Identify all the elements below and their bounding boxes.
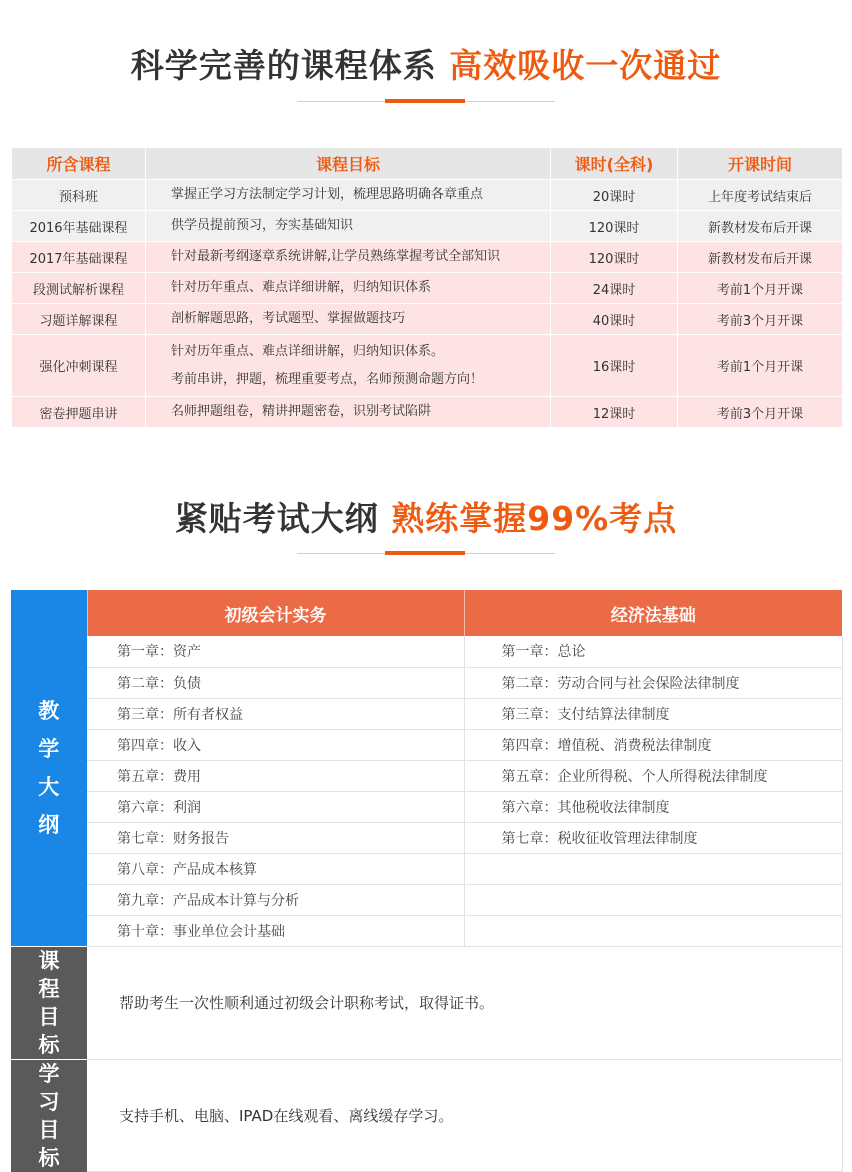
table-row xyxy=(11,636,842,667)
table-row xyxy=(12,180,843,211)
chapter-law: 第六章：其他税收法律制度 xyxy=(464,791,842,822)
table-row xyxy=(12,335,843,397)
chapter-law: 第五章：企业所得税、个人所得税法律制度 xyxy=(464,760,842,791)
table-row xyxy=(12,211,843,242)
col-header-accounting: 初级会计实务 xyxy=(87,590,464,636)
table-row xyxy=(11,853,842,884)
course-start: 考前1个月开课 xyxy=(678,273,843,304)
course-goal-text: 帮助考生一次性顺利通过初级会计职称考试，取得证书。 xyxy=(87,946,842,1059)
course-goal: 掌握正学习方法制定学习计划，梳理思路明确各章重点 xyxy=(146,180,551,211)
course-hours: 16课时 xyxy=(551,335,678,397)
course-goal: 针对最新考纲逐章系统讲解,让学员熟练掌握考试全部知识 xyxy=(146,242,551,273)
table-row xyxy=(11,822,842,853)
table-row xyxy=(12,273,843,304)
course-goal: 针对历年重点、难点详细讲解，归纳知识体系。 考前串讲，押题，梳理重要考点，名师预测命题方向！ xyxy=(146,335,551,397)
title-dark-text: 紧贴考试大纲 xyxy=(174,499,379,538)
chapter-law xyxy=(464,884,842,915)
table-row xyxy=(11,791,842,822)
course-goal: 剖析解题思路，考试题型、掌握做题技巧 xyxy=(146,304,551,335)
table-row xyxy=(11,698,842,729)
syllabus-table xyxy=(11,590,843,1172)
course-hours: 40课时 xyxy=(551,304,678,335)
chapter-accounting: 第五章：费用 xyxy=(87,760,464,791)
table-row xyxy=(12,304,843,335)
title-divider-accent xyxy=(385,99,465,103)
chapter-accounting: 第八章：产品成本核算 xyxy=(87,853,464,884)
chapter-law: 第二章：劳动合同与社会保险法律制度 xyxy=(464,667,842,698)
course-name: 密卷押题串讲 xyxy=(12,397,146,428)
section-title-course-system xyxy=(0,40,852,87)
course-start: 上年度考试结束后 xyxy=(678,180,843,211)
col-header-law: 经济法基础 xyxy=(464,590,842,636)
study-goal-label: 学 习 目 标 xyxy=(11,1059,87,1172)
title-divider xyxy=(297,101,555,102)
course-start: 新教材发布后开课 xyxy=(678,242,843,273)
course-name: 2016年基础课程 xyxy=(12,211,146,242)
title-accent-text: 熟练掌握99%考点 xyxy=(391,499,678,538)
course-goal-label: 课 程 目 标 xyxy=(11,946,87,1059)
course-name: 预科班 xyxy=(12,180,146,211)
syllabus-side-label: 教 学 大 纲 xyxy=(11,590,87,946)
title-divider xyxy=(297,553,555,554)
table-row xyxy=(12,242,843,273)
section-title-syllabus xyxy=(0,493,852,540)
chapter-accounting: 第四章：收入 xyxy=(87,729,464,760)
chapter-law: 第七章：税收征收管理法律制度 xyxy=(464,822,842,853)
chapter-accounting: 第九章：产品成本计算与分析 xyxy=(87,884,464,915)
course-hours: 120课时 xyxy=(551,242,678,273)
course-hours: 12课时 xyxy=(551,397,678,428)
chapter-accounting: 第二章：负债 xyxy=(87,667,464,698)
title-accent-text: 高效吸收一次通过 xyxy=(449,46,722,85)
title-divider-accent xyxy=(385,551,465,555)
course-table-header xyxy=(12,148,843,180)
chapter-law: 第四章：增值税、消费税法律制度 xyxy=(464,729,842,760)
header-start: 开课时间 xyxy=(678,148,843,180)
course-start: 考前1个月开课 xyxy=(678,335,843,397)
course-goal: 针对历年重点、难点详细讲解，归纳知识体系 xyxy=(146,273,551,304)
table-row xyxy=(11,729,842,760)
chapter-law xyxy=(464,915,842,946)
table-row xyxy=(12,397,843,428)
chapter-law xyxy=(464,853,842,884)
header-goal: 课程目标 xyxy=(146,148,551,180)
course-start: 考前3个月开课 xyxy=(678,304,843,335)
table-row xyxy=(11,915,842,946)
course-goal: 供学员提前预习，夯实基础知识 xyxy=(146,211,551,242)
study-goal-row xyxy=(11,1059,842,1172)
course-goal: 名师押题组卷，精讲押题密卷，识别考试陷阱 xyxy=(146,397,551,428)
course-name: 习题详解课程 xyxy=(12,304,146,335)
header-course: 所含课程 xyxy=(12,148,146,180)
chapter-accounting: 第三章：所有者权益 xyxy=(87,698,464,729)
title-dark-text: 科学完善的课程体系 xyxy=(130,46,437,85)
table-row xyxy=(11,667,842,698)
chapter-accounting: 第一章：资产 xyxy=(87,636,464,667)
table-row xyxy=(11,884,842,915)
course-name: 强化冲刺课程 xyxy=(12,335,146,397)
course-name: 段测试解析课程 xyxy=(12,273,146,304)
course-table xyxy=(11,147,843,428)
chapter-accounting: 第六章：利润 xyxy=(87,791,464,822)
chapter-accounting: 第七章：财务报告 xyxy=(87,822,464,853)
course-goal-row xyxy=(11,946,842,1059)
course-hours: 120课时 xyxy=(551,211,678,242)
header-hours: 课时(全科) xyxy=(551,148,678,180)
chapter-law: 第一章：总论 xyxy=(464,636,842,667)
course-start: 考前3个月开课 xyxy=(678,397,843,428)
chapter-law: 第三章：支付结算法律制度 xyxy=(464,698,842,729)
course-name: 2017年基础课程 xyxy=(12,242,146,273)
course-start: 新教材发布后开课 xyxy=(678,211,843,242)
syllabus-header-row xyxy=(11,590,842,636)
study-goal-text: 支持手机、电脑、IPAD在线观看、离线缓存学习。 xyxy=(87,1059,842,1172)
chapter-accounting: 第十章：事业单位会计基础 xyxy=(87,915,464,946)
course-hours: 20课时 xyxy=(551,180,678,211)
table-row xyxy=(11,760,842,791)
course-hours: 24课时 xyxy=(551,273,678,304)
